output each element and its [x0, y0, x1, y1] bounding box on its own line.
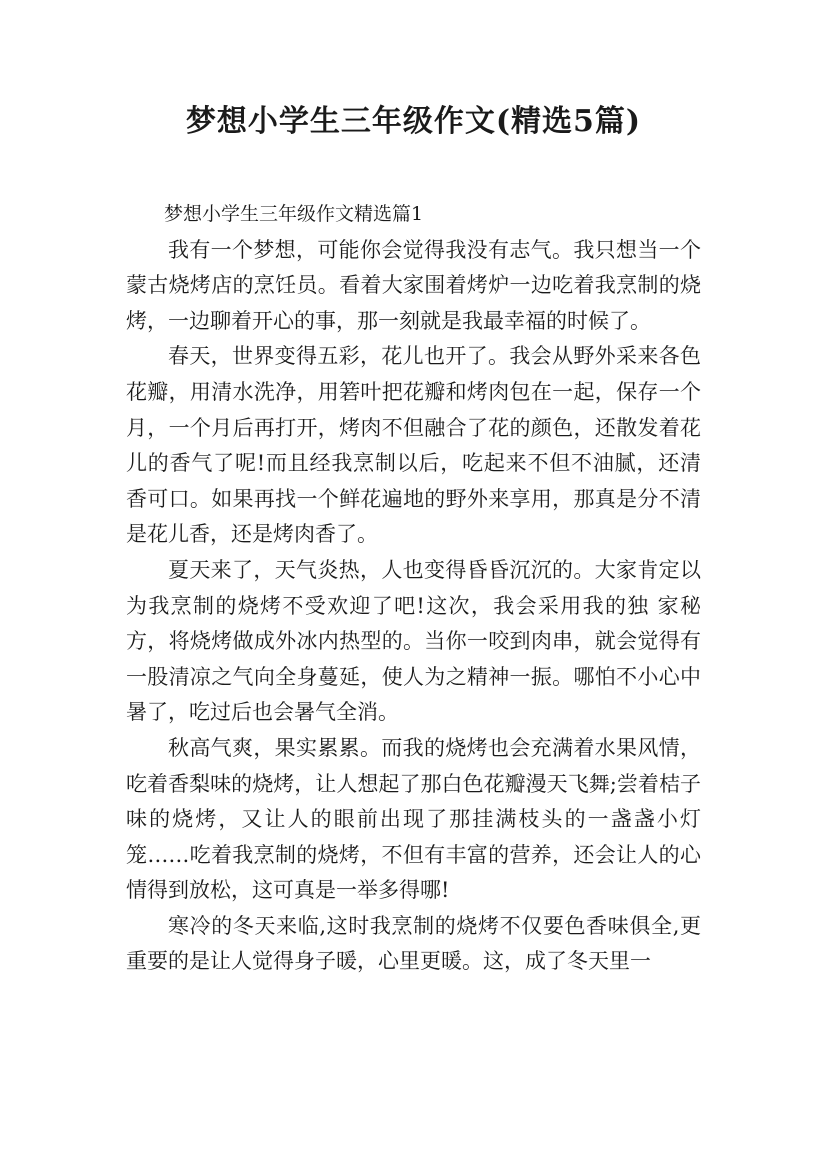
section-heading: 梦想小学生三年级作文精选篇1 — [164, 203, 424, 225]
paragraph-4: 秋高气爽，果实累累。而我的烧烤也会充满着水果风情，吃着香梨味的烧烤，让人想起了那白色花瓣漫天飞舞;尝着桔子味的烧烤，又让人的眼前出现了那挂满枝头的一盏盏小灯笼……吃着我烹制的烧烤，不但有丰富的营养，还会让人的心情得到放松，这可真是一举多得哪! — [126, 735, 701, 903]
paragraph-1: 我有一个梦想，可能你会觉得我没有志气。我只想当一个蒙古烧烤店的烹饪员。看着大家围着烤炉一边吃着我烹制的烧烤，一边聊着开心的事，那一刻就是我最幸福的时候了。 — [126, 237, 701, 333]
paragraph-3: 夏天来了，天气炎热，人也变得昏昏沉沉的。大家肯定以为我烹制的烧烤不受欢迎了吧!这次，我会采用我的独 家秘方，将烧烤做成外冰内热型的。当你一咬到肉串，就会觉得有一股清凉之气向全身蔓延，使人为之精神一振。哪怕不小心中暑了，吃过后也会暑气全消。 — [126, 557, 701, 725]
paragraph-5: 寒冷的冬天来临,这时我烹制的烧烤不仅要色香味俱全,更重要的是让人觉得身子暖，心里更暖。这，成了冬天里一 — [126, 913, 701, 974]
document-title: 梦想小学生三年级作文(精选5篇) — [185, 104, 642, 139]
document-body — [126, 197, 701, 980]
paragraph-2: 春天，世界变得五彩，花儿也开了。我会从野外采来各色花瓣，用清水洗净，用箬叶把花瓣和烤肉包在一起，保存一个月，一个月后再打开，烤肉不但融合了花的颜色，还散发着花儿的香气了呢!而且经我烹制以后，吃起来不但不油腻，还清香可口。如果再找一个鲜花遍地的野外来享用，那真是分不清是花儿香，还是烤肉香了。 — [126, 344, 701, 547]
